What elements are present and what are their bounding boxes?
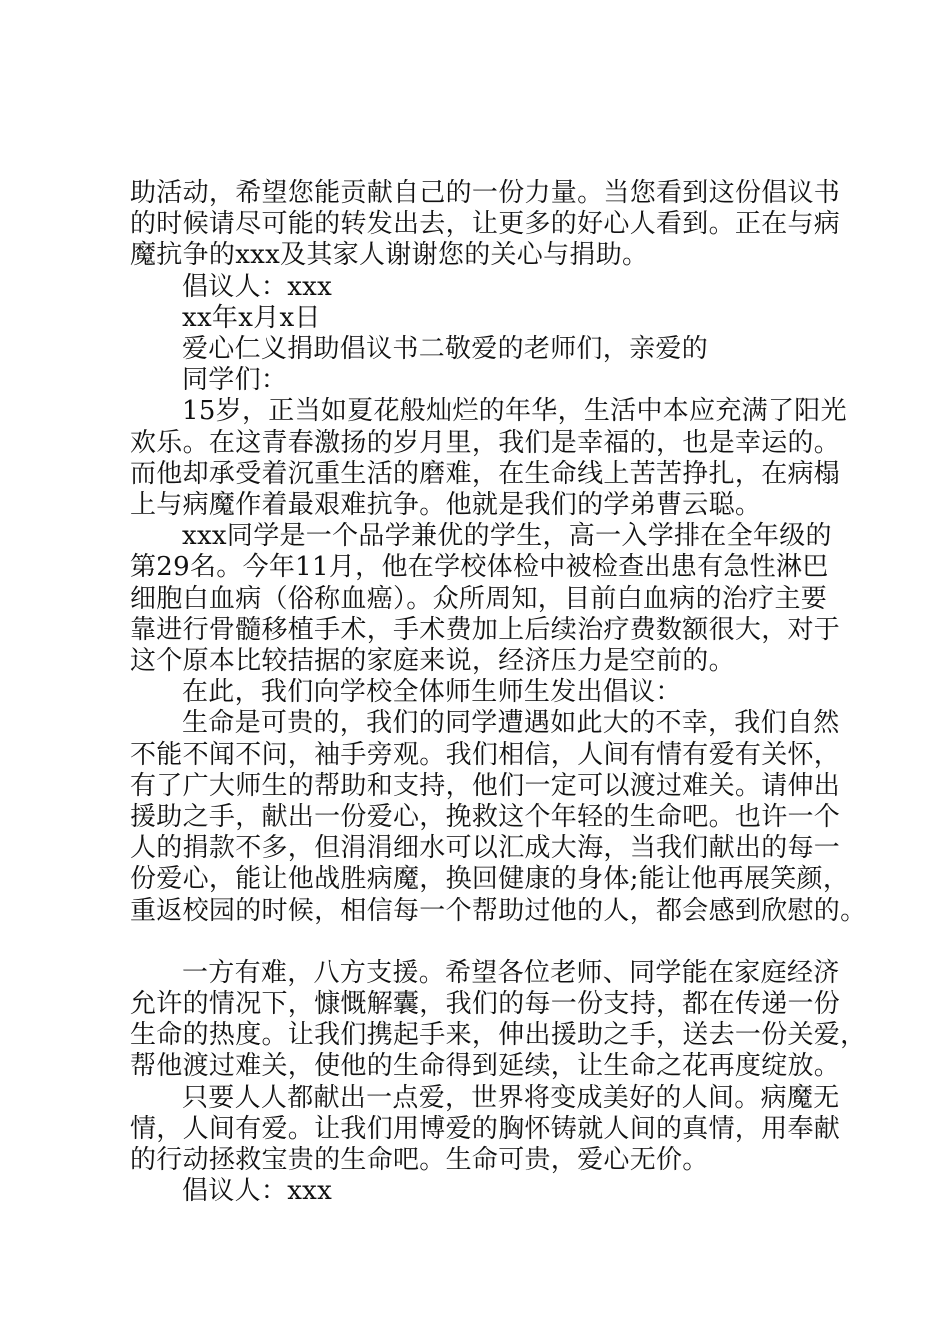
text-line: 份爱心，能让他战胜病魔，换回健康的身体;能让他再展笑颜， [130,864,850,895]
text-line: xxx同学是一个品学兼优的学生，高一入学排在全年级的 [182,521,832,552]
signature-line: 倡议人：xxx [182,1176,333,1207]
paragraph-gap [130,927,840,958]
text-line: 欢乐。在这青春激扬的岁月里，我们是幸福的，也是幸运的。 [130,427,841,458]
text-line: 帮他渡过难关，使他的生命得到延续，让生命之花再度绽放。 [130,1051,841,1082]
text-line: 上与病魔作着最艰难抗争。他就是我们的学弟曹云聪。 [130,490,762,521]
text-line: 细胞白血病（俗称血癌）。众所周知，目前白血病的治疗主要 [130,583,828,614]
date-line: xx年x月x日 [182,302,321,333]
text-line: 第29名。今年11月，他在学校体检中被检查出患有急性淋巴 [130,552,829,583]
text-line: 而他却承受着沉重生活的磨难，在生命线上苦苦挣扎，在病榻 [130,458,841,489]
signature-line: 倡议人：xxx [182,271,333,302]
text-line: 人的捐款不多，但涓涓细水可以汇成大海，当我们献出的每一 [130,833,841,864]
text-line: 有了广大师生的帮助和支持，他们一定可以渡过难关。请伸出 [130,770,841,801]
text-line: 援助之手，献出一份爱心，挽救这个年轻的生命吧。也许一个 [130,802,841,833]
section-title: 爱心仁义捐助倡议书二敬爱的老师们，亲爱的 [182,334,709,365]
text-line: 只要人人都献出一点爱，世界将变成美好的人间。病魔无 [182,1082,840,1113]
text-line: 重返校园的时候，相信每一个帮助过他的人，都会感到欣慰的。 [130,895,867,926]
text-line: 魔抗争的xxx及其家人谢谢您的关心与捐助。 [130,240,649,271]
text-line: 的行动拯救宝贵的生命吧。生命可贵，爱心无价。 [130,1145,709,1176]
text-line: 一方有难，八方支援。希望各位老师、同学能在家庭经济 [182,957,840,988]
text-line: 不能不闻不问，袖手旁观。我们相信，人间有情有爱有关怀， [130,739,841,770]
text-line: 15岁，正当如夏花般灿烂的年华，生活中本应充满了阳光 [182,396,847,427]
document-body [130,178,867,1208]
text-line: 生命的热度。让我们携起手来，伸出援助之手，送去一份关爱， [130,1020,867,1051]
text-line: 靠进行骨髓移植手术，手术费加上后续治疗费数额很大，对于 [130,614,841,645]
salutation: 同学们： [182,365,288,396]
text-line: 助活动，希望您能贡献自己的一份力量。当您看到这份倡议书 [130,178,841,208]
text-line: 生命是可贵的，我们的同学遭遇如此大的不幸，我们自然 [182,708,840,739]
text-line: 在此，我们向学校全体师生师生发出倡议： [182,677,682,708]
text-line: 情，人间有爱。让我们用博爱的胸怀铸就人间的真情，用奉献 [130,1113,841,1144]
text-line: 允许的情况下，慷慨解囊，我们的每一份支持，都在传递一份 [130,989,841,1020]
text-line: 的时候请尽可能的转发出去，让更多的好心人看到。正在与病 [130,209,841,240]
text-line: 这个原本比较拮据的家庭来说，经济压力是空前的。 [130,646,735,677]
